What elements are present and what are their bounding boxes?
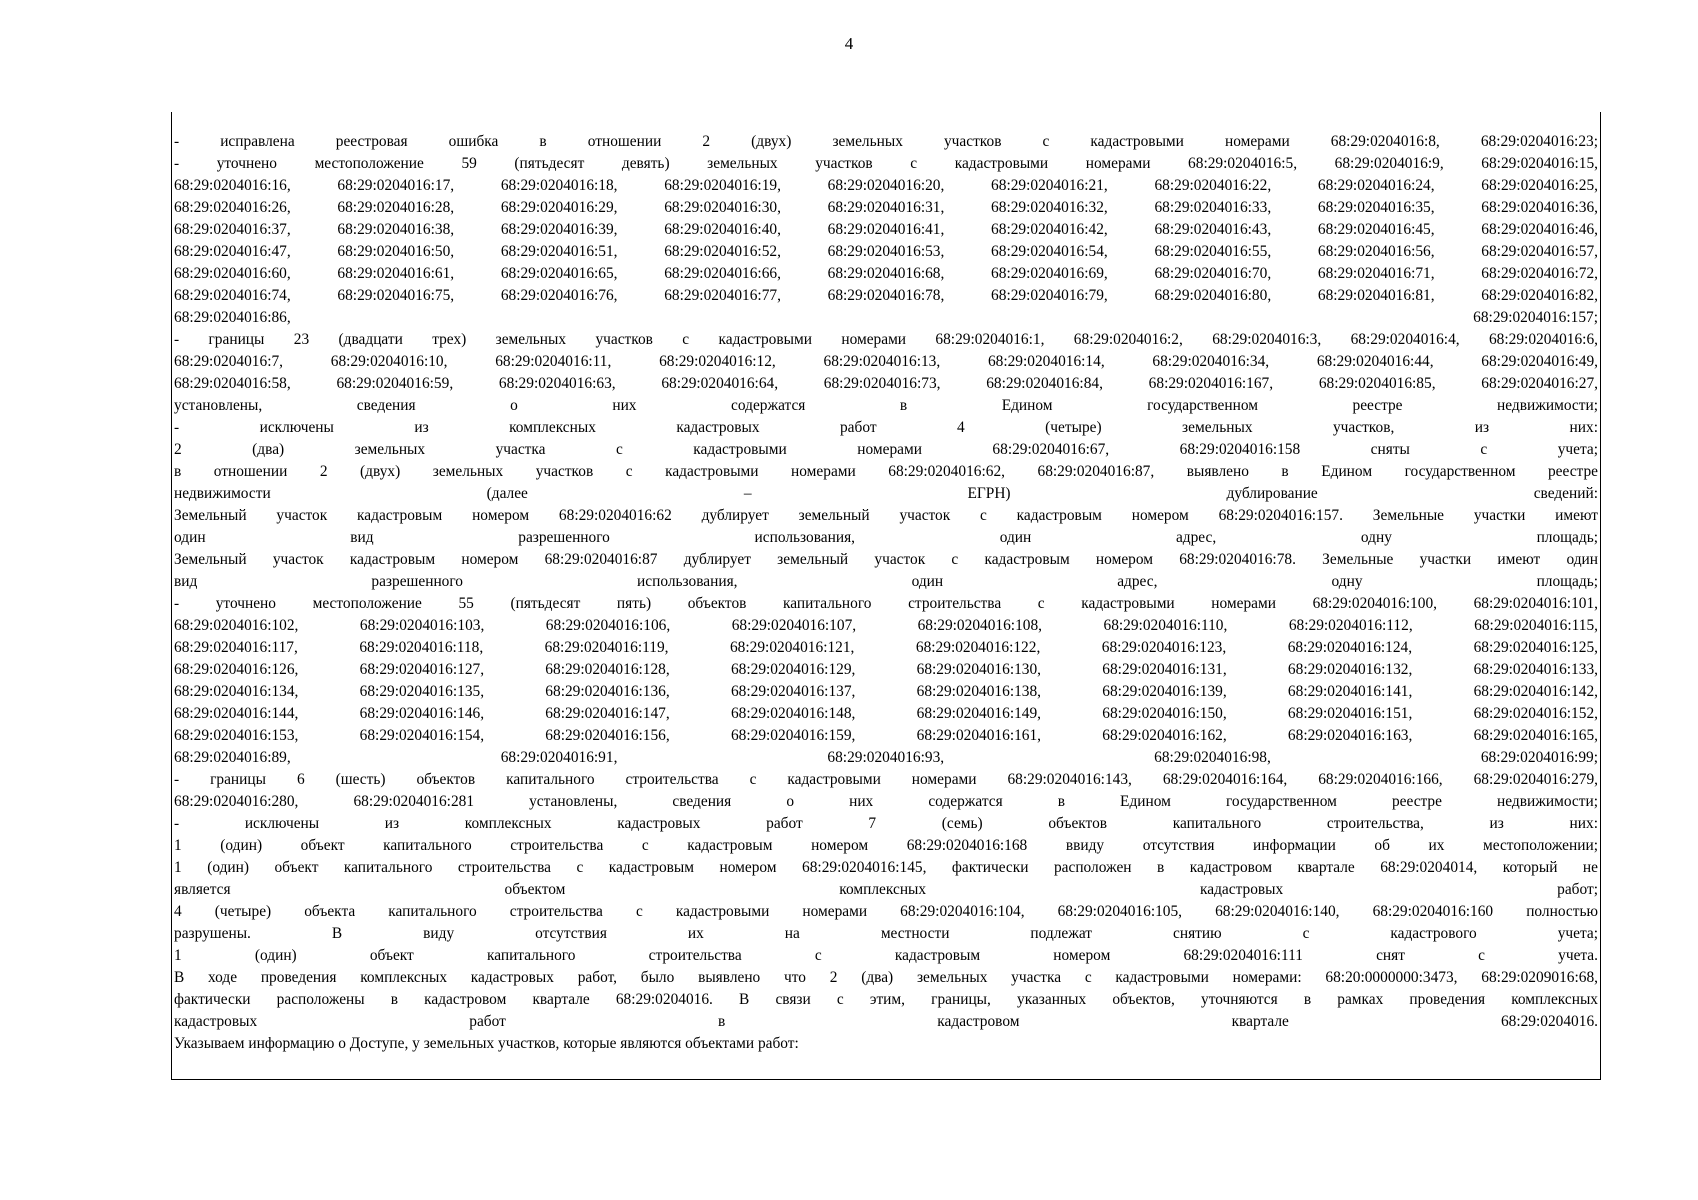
page-number: 4 <box>844 34 854 53</box>
text-line: 68:29:0204016:134, 68:29:0204016:135, 68:29:0204016:136, 68:29:0204016:137, 68:29:0204016:138, 68:29:0204016:139, 68:29:0204016:141, 68:29:0204016:142, <box>174 683 1598 700</box>
text-line: 68:29:0204016:74, 68:29:0204016:75, 68:29:0204016:76, 68:29:0204016:77, 68:29:0204016:78, 68:29:0204016:79, 68:29:0204016:80, 68:29:0204016:81, 68:29:0204016:82, <box>174 287 1598 304</box>
text-line: разрушены. В виду отсутствия их на местности подлежат снятию с кадастрового учета; <box>174 925 1598 942</box>
text-line: в отношении 2 (двух) земельных участков с кадастровыми номерами 68:29:0204016:62, 68:29:0204016:87, выявлено в Едином государственном реестре <box>174 463 1598 480</box>
document-text-frame <box>171 112 1601 1080</box>
text-line: 4 (четыре) объекта капитального строительства с кадастровыми номерами 68:29:0204016:104, 68:29:0204016:105, 68:29:0204016:140, 68:29:0204016:160 полностью <box>174 903 1598 920</box>
text-line: 68:29:0204016:102, 68:29:0204016:103, 68:29:0204016:106, 68:29:0204016:107, 68:29:0204016:108, 68:29:0204016:110, 68:29:0204016:112, 68:29:0204016:115, <box>174 617 1598 634</box>
text-line: 68:29:0204016:86, 68:29:0204016:157; <box>174 309 1598 326</box>
text-line: 68:29:0204016:280, 68:29:0204016:281 установлены, сведения о них содержатся в Едином государственном реестре недвижимости; <box>174 793 1598 810</box>
text-line: 2 (два) земельных участка с кадастровыми номерами 68:29:0204016:67, 68:29:0204016:158 сняты с учета; <box>174 441 1598 458</box>
text-line: 68:29:0204016:89, 68:29:0204016:91, 68:29:0204016:93, 68:29:0204016:98, 68:29:0204016:99; <box>174 749 1598 766</box>
text-line: 68:29:0204016:26, 68:29:0204016:28, 68:29:0204016:29, 68:29:0204016:30, 68:29:0204016:31, 68:29:0204016:32, 68:29:0204016:33, 68:29:0204016:35, 68:29:0204016:36, <box>174 199 1598 216</box>
text-line: 1 (один) объект капитального строительства с кадастровым номером 68:29:0204016:168 ввиду отсутствия информации об их местоположении; <box>174 837 1598 854</box>
text-line: 68:29:0204016:47, 68:29:0204016:50, 68:29:0204016:51, 68:29:0204016:52, 68:29:0204016:53, 68:29:0204016:54, 68:29:0204016:55, 68:29:0204016:56, 68:29:0204016:57, <box>174 243 1598 260</box>
text-line: установлены, сведения о них содержатся в Едином государственном реестре недвижимости; <box>174 397 1598 414</box>
text-line: Земельный участок кадастровым номером 68:29:0204016:87 дублирует земельный участок с кадастровым номером 68:29:0204016:78. Земельные участки имеют один <box>174 551 1598 568</box>
text-line: - границы 23 (двадцати трех) земельных участков с кадастровыми номерами 68:29:0204016:1, 68:29:0204016:2, 68:29:0204016:3, 68:29:0204016:4, 68:29:0204016:6, <box>174 331 1598 348</box>
text-line: - уточнено местоположение 59 (пятьдесят девять) земельных участков с кадастровыми номерами 68:29:0204016:5, 68:29:0204016:9, 68:29:0204016:15, <box>174 155 1598 172</box>
text-line: недвижимости (далее – ЕГРН) дублирование сведений: <box>174 485 1598 502</box>
text-line: - исключены из комплексных кадастровых работ 4 (четыре) земельных участков, из них: <box>174 419 1598 436</box>
text-line: - исправлена реестровая ошибка в отношении 2 (двух) земельных участков с кадастровыми номерами 68:29:0204016:8, 68:29:0204016:23; <box>174 133 1598 150</box>
text-line: 68:29:0204016:126, 68:29:0204016:127, 68:29:0204016:128, 68:29:0204016:129, 68:29:0204016:130, 68:29:0204016:131, 68:29:0204016:132, 68:29:0204016:133, <box>174 661 1598 678</box>
text-line: 68:29:0204016:144, 68:29:0204016:146, 68:29:0204016:147, 68:29:0204016:148, 68:29:0204016:149, 68:29:0204016:150, 68:29:0204016:151, 68:29:0204016:152, <box>174 705 1598 722</box>
text-line: кадастровых работ в кадастровом квартале 68:29:0204016. <box>174 1013 1598 1030</box>
text-line: 1 (один) объект капитального строительства с кадастровым номером 68:29:0204016:111 снят с учета. <box>174 947 1598 964</box>
text-line: Указываем информацию о Доступе, у земельных участков, которые являются объектами работ: <box>174 1035 799 1052</box>
text-line: В ходе проведения комплексных кадастровых работ, было выявлено что 2 (два) земельных участка с кадастровыми номерами: 68:20:0000000:3473, 68:29:0209016:68, <box>174 969 1598 986</box>
text-line: 68:29:0204016:60, 68:29:0204016:61, 68:29:0204016:65, 68:29:0204016:66, 68:29:0204016:68, 68:29:0204016:69, 68:29:0204016:70, 68:29:0204016:71, 68:29:0204016:72, <box>174 265 1598 282</box>
text-line: 68:29:0204016:7, 68:29:0204016:10, 68:29:0204016:11, 68:29:0204016:12, 68:29:0204016:13, 68:29:0204016:14, 68:29:0204016:34, 68:29:0204016:44, 68:29:0204016:49, <box>174 353 1598 370</box>
text-line: 68:29:0204016:58, 68:29:0204016:59, 68:29:0204016:63, 68:29:0204016:64, 68:29:0204016:73, 68:29:0204016:84, 68:29:0204016:167, 68:29:0204016:85, 68:29:0204016:27, <box>174 375 1598 392</box>
text-line: 68:29:0204016:153, 68:29:0204016:154, 68:29:0204016:156, 68:29:0204016:159, 68:29:0204016:161, 68:29:0204016:162, 68:29:0204016:163, 68:29:0204016:165, <box>174 727 1598 744</box>
text-line: фактически расположены в кадастровом квартале 68:29:0204016. В связи с этим, границы, указанных объектов, уточняются в рамках проведения комплексных <box>174 991 1598 1008</box>
text-line: является объектом комплексных кадастровых работ; <box>174 881 1598 898</box>
text-line: 1 (один) объект капитального строительства с кадастровым номером 68:29:0204016:145, фактически расположен в кадастровом квартале 68:29:0204014, который не <box>174 859 1598 876</box>
text-line: один вид разрешенного использования, один адрес, одну площадь; <box>174 529 1598 546</box>
text-line: 68:29:0204016:37, 68:29:0204016:38, 68:29:0204016:39, 68:29:0204016:40, 68:29:0204016:41, 68:29:0204016:42, 68:29:0204016:43, 68:29:0204016:45, 68:29:0204016:46, <box>174 221 1598 238</box>
text-line: 68:29:0204016:117, 68:29:0204016:118, 68:29:0204016:119, 68:29:0204016:121, 68:29:0204016:122, 68:29:0204016:123, 68:29:0204016:124, 68:29:0204016:125, <box>174 639 1598 656</box>
text-line: вид разрешенного использования, один адрес, одну площадь; <box>174 573 1598 590</box>
text-line: 68:29:0204016:16, 68:29:0204016:17, 68:29:0204016:18, 68:29:0204016:19, 68:29:0204016:20, 68:29:0204016:21, 68:29:0204016:22, 68:29:0204016:24, 68:29:0204016:25, <box>174 177 1598 194</box>
text-line: - исключены из комплексных кадастровых работ 7 (семь) объектов капитального строительства, из них: <box>174 815 1598 832</box>
text-line: Земельный участок кадастровым номером 68:29:0204016:62 дублирует земельный участок с кадастровым номером 68:29:0204016:157. Земельные участки имеют <box>174 507 1598 524</box>
text-line: - уточнено местоположение 55 (пятьдесят пять) объектов капитального строительства с кадастровыми номерами 68:29:0204016:100, 68:29:0204016:101, <box>174 595 1598 612</box>
text-line: - границы 6 (шесть) объектов капитального строительства с кадастровыми номерами 68:29:0204016:143, 68:29:0204016:164, 68:29:0204016:166, 68:29:0204016:279, <box>174 771 1598 788</box>
